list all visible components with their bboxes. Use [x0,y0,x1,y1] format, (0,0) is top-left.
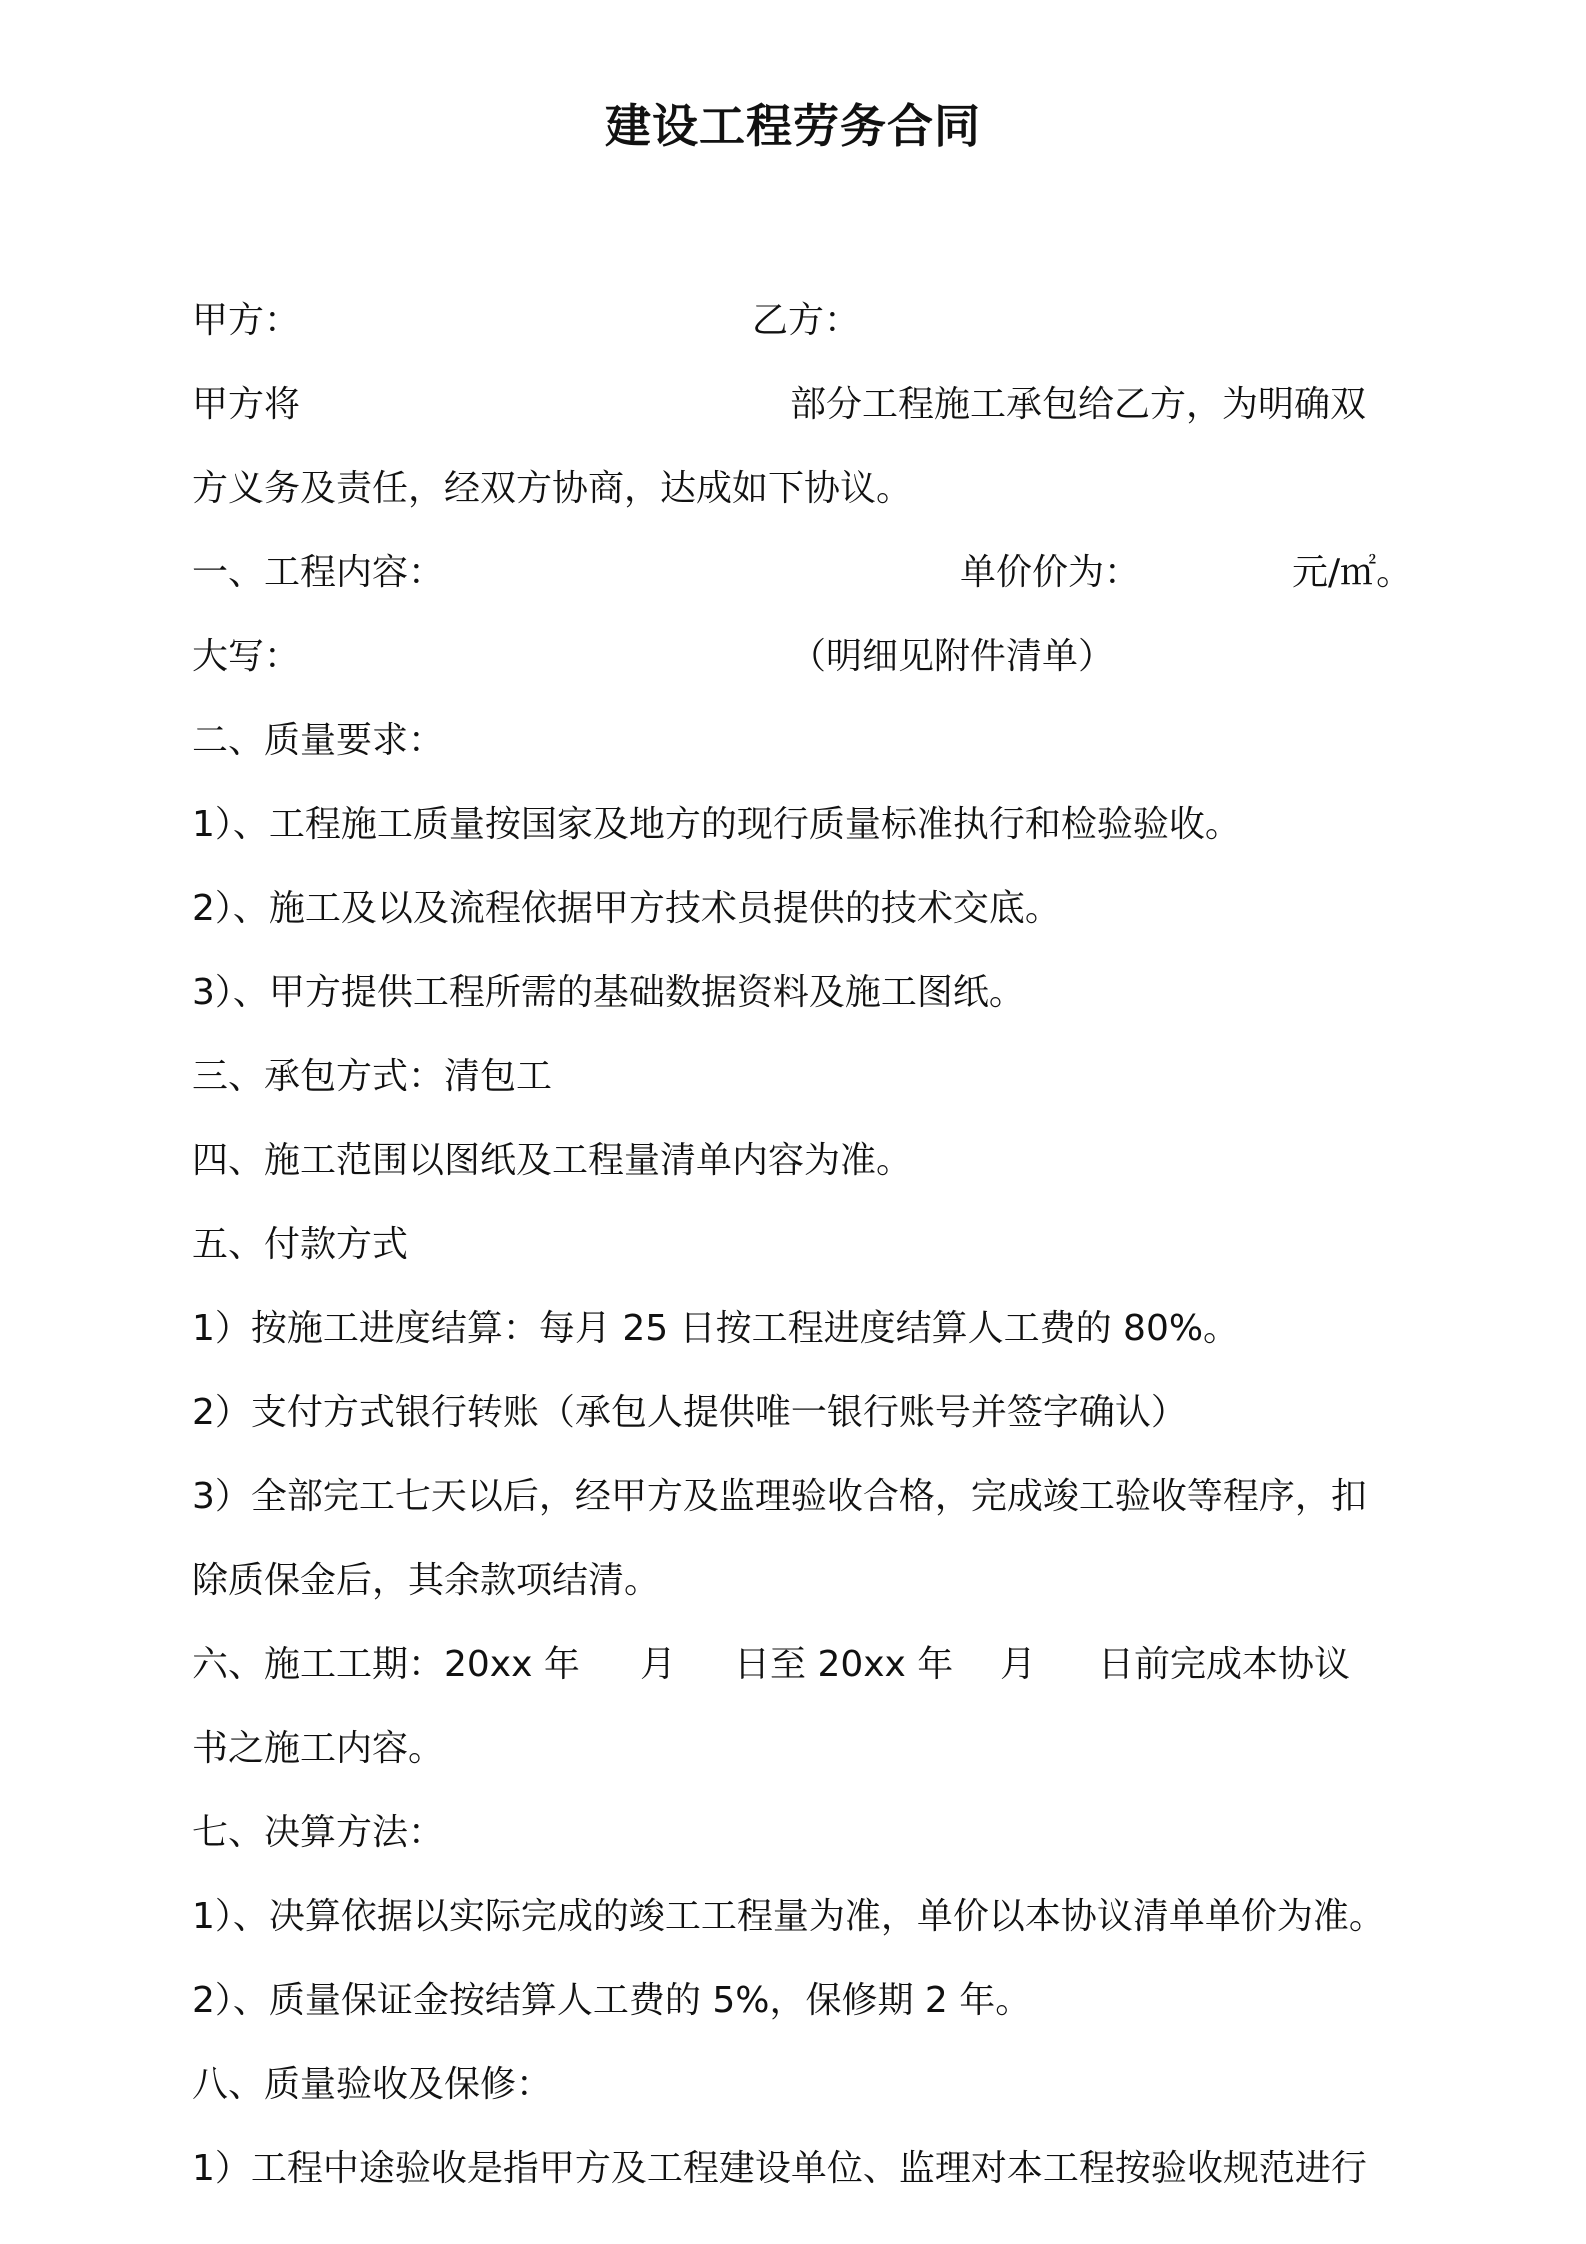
party-a-label: 甲方： [192,300,301,341]
section-8-heading: 八、质量验收及保修： [192,2064,553,2105]
section-2-heading: 二、质量要求： [192,720,445,761]
section-3-heading: 三、承包方式：清包工 [192,1056,553,1097]
section-5-item-1: 1）按施工进度结算：每月 25 日按工程进度结算人工费的 80%。 [192,1308,1240,1349]
section-5-item-2: 2）支付方式银行转账（承包人提供唯一银行账号并签字确认） [192,1392,1187,1433]
intro-start: 甲方将 [192,384,301,425]
schedule-end-month: 月 [1000,1644,1037,1685]
section-7-item-2: 2）、质量保证金按结算人工费的 5%，保修期 2 年。 [192,1980,1032,2021]
unit-price-label: 单价价为： [960,552,1141,593]
intro-line-2: 方义务及责任，经双方协商，达成如下协议。 [192,468,913,509]
schedule-start-month: 月 [640,1644,677,1685]
section-2-item-1: 1）、工程施工质量按国家及地方的现行质量标准执行和检验验收。 [192,804,1241,845]
section-2-item-2: 2）、施工及以及流程依据甲方技术员提供的技术交底。 [192,888,1061,929]
section-5-item-3-line-2: 除质保金后，其余款项结清。 [192,1560,661,1601]
intro-end: 部分工程施工承包给乙方，为明确双 [790,384,1367,425]
section-7-heading: 七、决算方法： [192,1812,445,1853]
party-b-label: 乙方： [752,300,861,341]
section-4-heading: 四、施工范围以图纸及工程量清单内容为准。 [192,1140,913,1181]
section-1-label: 一、工程内容： [192,552,445,593]
section-5-heading: 五、付款方式 [192,1224,409,1265]
unit-price-unit: 元/㎡。 [1292,552,1413,593]
detail-note: （明细见附件清单） [790,636,1115,677]
section-7-item-1: 1）、决算依据以实际完成的竣工工程量为准，单价以本协议清单单价为准。 [192,1896,1385,1937]
amount-words-label: 大写： [192,636,301,677]
section-2-item-3: 3）、甲方提供工程所需的基础数据资料及施工图纸。 [192,972,1025,1013]
schedule-end-text: 日前完成本协议 [1098,1644,1351,1685]
schedule-end-year: 日至 20xx 年 [734,1644,954,1685]
section-6-line-2: 书之施工内容。 [192,1728,445,1769]
schedule-start-year: 六、施工工期：20xx 年 [192,1644,580,1685]
section-5-item-3-line-1: 3）全部完工七天以后，经甲方及监理验收合格，完成竣工验收等程序，扣 [192,1476,1367,1517]
section-8-item-1: 1）工程中途验收是指甲方及工程建设单位、监理对本工程按验收规范进行 [192,2148,1367,2189]
document-title: 建设工程劳务合同 [605,99,981,153]
